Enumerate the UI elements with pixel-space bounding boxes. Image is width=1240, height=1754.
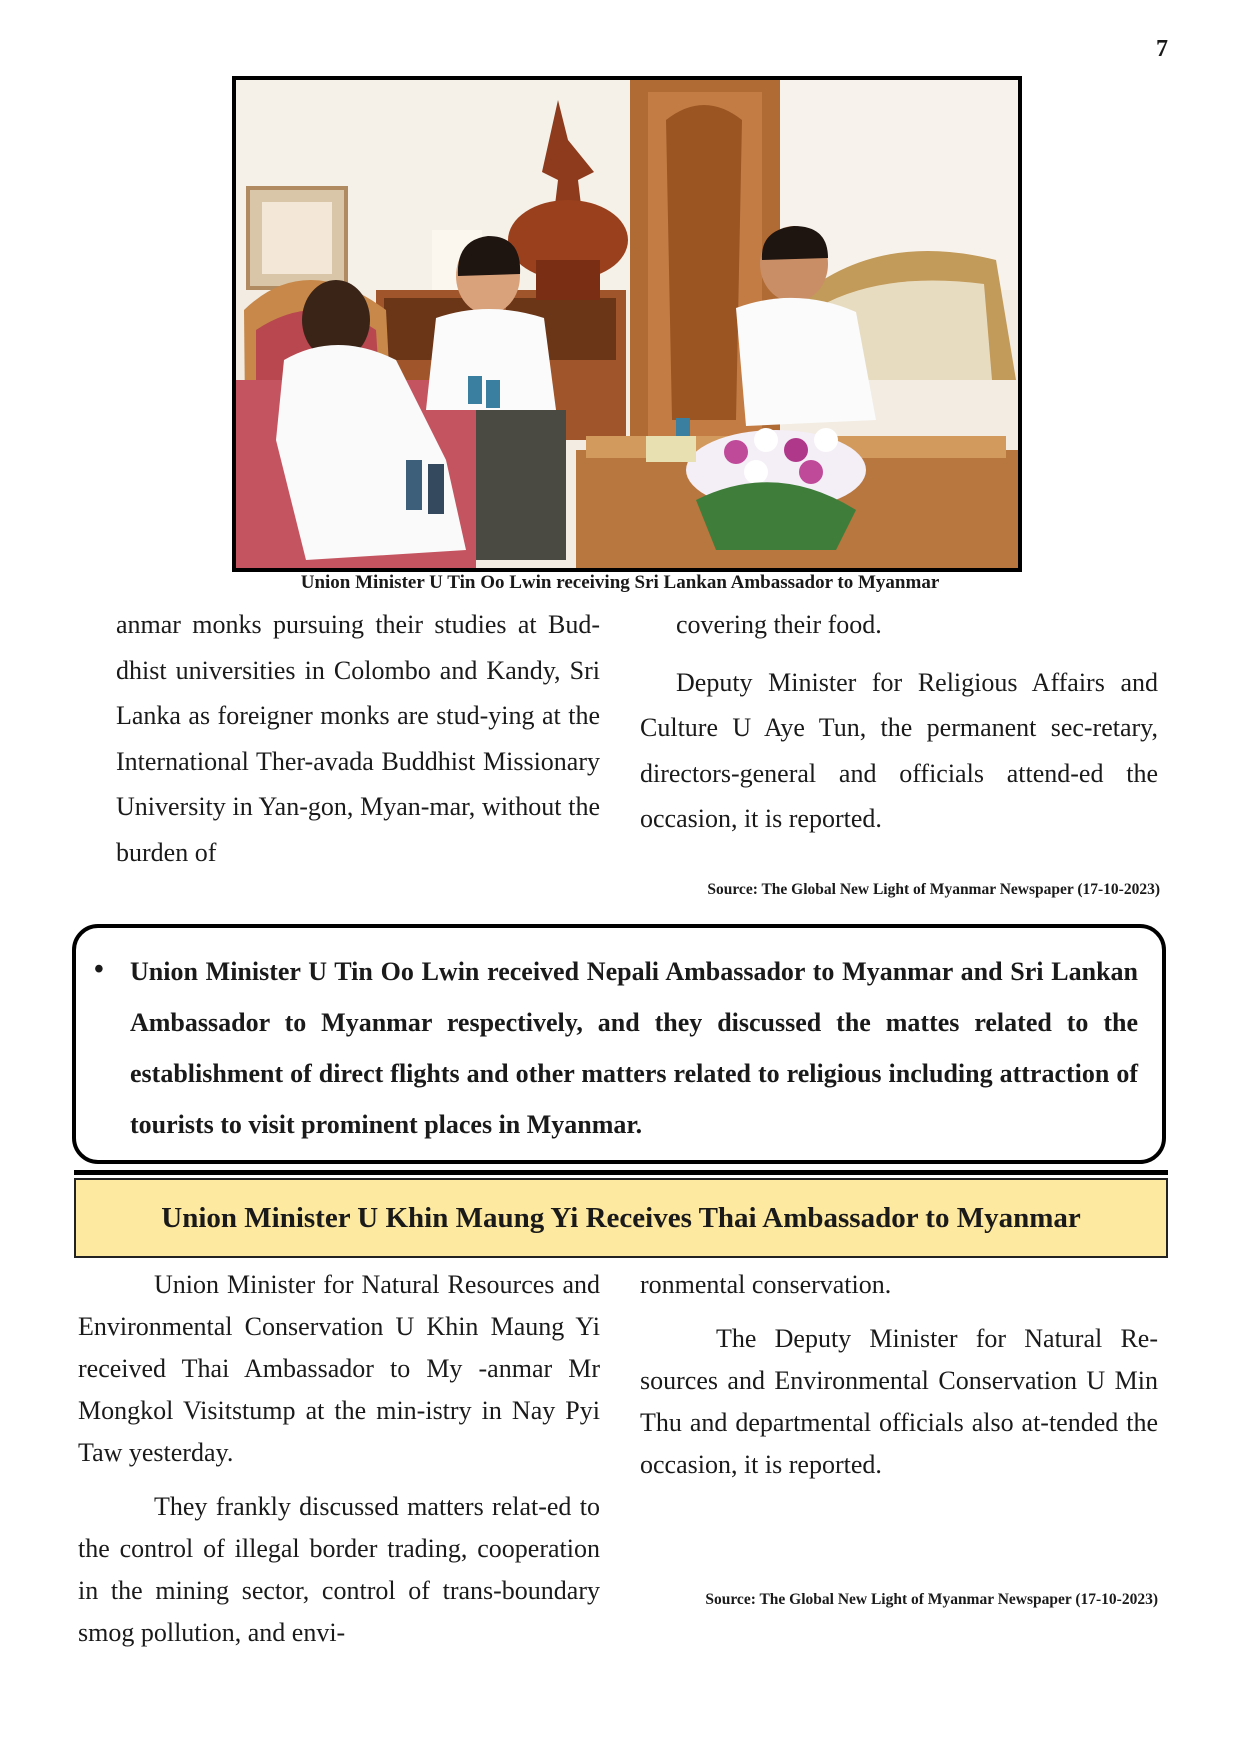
article2-left-text-2: They frankly discussed matters relat-ed to the control of illegal border trading, cooperation in the mining sector, control of trans-boundary smog pollution, and envi-: [78, 1492, 600, 1647]
article1-right-text-2: Deputy Minister for Religious Affairs and Culture U Aye Tun, the permanent sec-retary, directors-general and officials attend-ed the occasion, it is reported.: [640, 667, 1158, 833]
article1-left-text: anmar monks pursuing their studies at Bud-dhist universities in Colombo and Kandy, Sri Lanka as foreigner monks are stud-ying at the International Ther-avada Buddhist Missionary University in Yan-gon, Myan-mar, without the burden of: [116, 610, 600, 867]
section-divider: [74, 1170, 1168, 1175]
page-number: 7: [1156, 36, 1168, 62]
highlight-box: [72, 924, 1166, 1164]
article1-source: Source: The Global New Light of Myanmar Newspaper (17-10-2023): [707, 881, 1160, 898]
article2-left-text-1: Union Minister for Natural Resources and Environmental Conservation U Khin Maung Yi received Thai Ambassador to My -anmar Mr Mongkol Visitstump at the min-istry in Nay Pyi Taw yesterday.: [78, 1270, 600, 1467]
article1-left-column: [116, 602, 600, 875]
article1-right-column: [640, 602, 1158, 842]
meeting-photo: [232, 76, 1022, 572]
article2-source: Source: The Global New Light of Myanmar Newspaper (17-10-2023): [705, 1591, 1158, 1608]
article2-right-column: [640, 1264, 1158, 1486]
highlight-text: Union Minister U Tin Oo Lwin received Nepali Ambassador to Myanmar and Sri Lankan Ambassador to Myanmar respectively, and they discussed the mattes related to the establishment of direct flights and other matters related to religious including attraction of tourists to visit prominent places in Myanmar.: [130, 957, 1138, 1139]
article1-right-text-1: covering their food.: [676, 610, 882, 639]
article2-right-text-2: The Deputy Minister for Natural Re-sources and Environmental Conservation U Min Thu and departmental officials also at-tended the occasion, it is reported.: [640, 1324, 1158, 1479]
article2-right-text-1: ronmental conservation.: [640, 1270, 892, 1299]
bullet-icon: •: [94, 954, 104, 985]
article2-headline-text: Union Minister U Khin Maung Yi Receives Thai Ambassador to Myanmar: [161, 1201, 1081, 1234]
photo-caption: Union Minister U Tin Oo Lwin receiving Sri Lankan Ambassador to Myanmar: [300, 572, 940, 593]
article2-headline: [74, 1178, 1168, 1258]
